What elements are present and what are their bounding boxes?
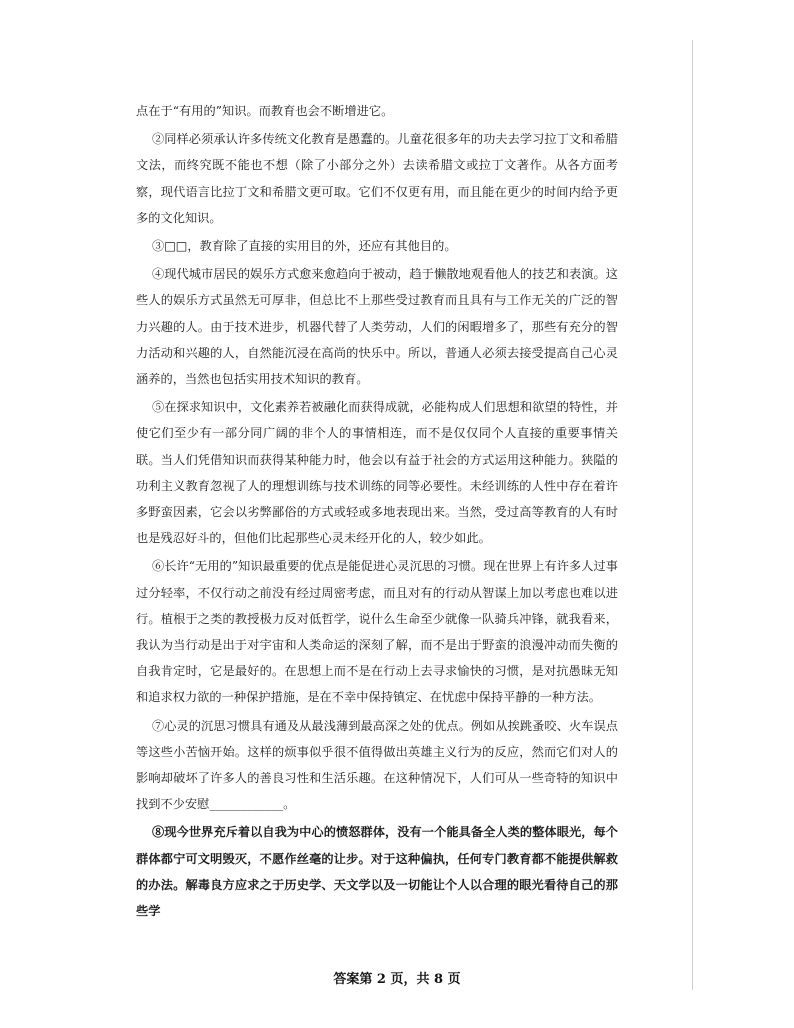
paragraph-5: ⑤在探求知识中，文化素养若被融化而获得成就，必能构成人们思想和欲望的特性，并使它们至少有一部分同广阔的非个人的事情相连，而不是仅仅同个人直接的重要事情关联。当人们凭借知识而获得某种能力时，他会以有益于社会的方式运用这种能力。狭隘的功利主义教育忽视了人的理想训练与技术训练的同等必要性。未经训练的人性中存在着许多野蛮因素，它会以劣弊鄙俗的方式或轻或多地表现出来。当然，受过高等教育的人有时也是残忍好斗的，但他们比起那些心灵未经开化的人，较少如此。	[136, 400, 618, 546]
paragraph-8: ⑧现今世界充斥着以自我为中心的愤怒群体，没有一个能具备全人类的整体眼光，每个群体都宁可文明毁灭，不愿作丝毫的让步。对于这种偏执，任何专门教育都不能提供解救的办法。解毒良方应求之于历史学、天文学以及一切能让个人以合理的眼光看待自己的那些学	[136, 825, 618, 919]
paragraph-6: ⑥长许“无用的”知识最重要的优点是能促进心灵沉思的习惯。现在世界上有许多人过事过分轻率，不仅行动之前没有经过周密考虑，而且对有的行动从智谋上加以考虑也难以进行。植根于之类的教授极力反对低哲学，说什么生命至少就像一队骑兵冲锋，就我看来，我认为当行动是出于对宇宙和人类命运的深刻了解，而不是出于野蛮的浪漫冲动而失衡的自我肯定时，它是最好的。在思想上而不是在行动上去寻求愉快的习惯，是对抗愚昧无知和追求权力欲的一种保护措施，是在不幸中保持镇定、在忧虑中保持平静的一种方法。	[136, 559, 618, 705]
margin-rule	[692, 40, 693, 990]
document-body	[136, 98, 618, 926]
answer-blank: ____________。	[209, 797, 296, 812]
paragraph-7	[136, 713, 618, 818]
paragraph-3: ③□□，教育除了直接的实用目的外，还应有其他目的。	[152, 239, 457, 254]
paragraph-continuation: 点在于“有用的”知识。而教育也会不断增进它。	[136, 104, 394, 118]
page-footer: 答案第 2 页，共 8 页	[333, 972, 461, 987]
paragraph-4: ④现代城市居民的娱乐方式愈来愈趋向于被动，趋于懒散地观看他人的技艺和表演。这些人的娱乐方式虽然无可厚非，但总比不上那些受过教育而且具有与工作无关的广泛的智力兴趣的人。由于技术进步，机器代替了人类劳动，人们的闲暇增多了，那些有充分的智力活动和兴趣的人，自然能沉浸在高尚的快乐中。所以，普通人必须去接受提高自己心灵涵养的，当然也包括实用技术知识的教育。	[136, 267, 618, 387]
paragraph-2: ②同样必须承认许多传统文化教育是愚蠢的。儿童花很多年的功夫去学习拉丁文和希腊文法，而终究既不能也不想（除了小部分之外）去读希腊文或拉丁文著作。从各方面考察，现代语言比拉丁文和希腊文更可取。它们不仅更有用，而且能在更少的时间内给予更多的文化知识。	[136, 132, 618, 225]
paragraph-7-text: ⑦心灵的沉思习惯具有通及从最浅薄到最高深之处的优点。例如从挨跳蚤咬、火车误点等这些小苦恼开始。这样的烦事似乎很不值得做出英雄主义行为的反应，然而它们对人的影响却破坏了许多人的善良习性和生活乐趣。在这种情况下，人们可从一些奇特的知识中找到不少安慰	[136, 718, 618, 812]
